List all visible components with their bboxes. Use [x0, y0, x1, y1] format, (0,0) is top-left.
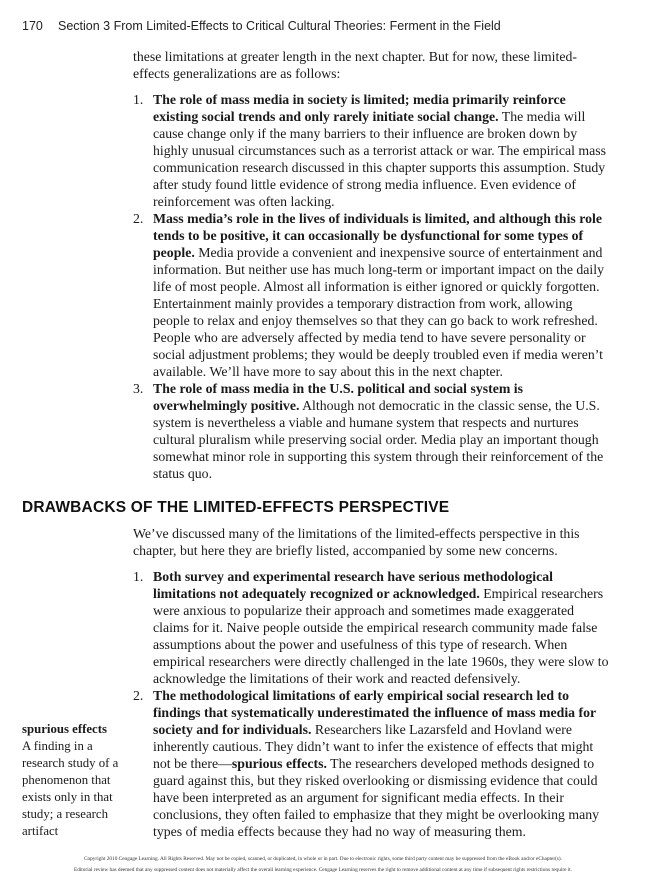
item-lead: Mass media’s role in the lives of individuals is limited, and although this role tends to be positive, it can occasionally be dysfunctional for some types of people.	[153, 211, 602, 260]
item-number: 1.	[133, 92, 144, 107]
intro-paragraph: these limitations at greater length in the next chapter. But for now, these limited-effects generalizations are as follows:	[133, 49, 577, 81]
item-text: The media will cause change only if the many barriers to their influence are broken down by highly unusual circumstances such as a terrorist attack or war. The empirical mass communication research discussed in this chapter supports this assumption. Study after study found little evidence of strong media influence. Even evidence of reinforcement was often lacking.	[153, 109, 606, 209]
item-lead: Both survey and experimental research have serious methodological limitations not adequately recognized or acknowledged.	[153, 569, 553, 601]
item-text-continued: The researchers developed methods designed to guard against this, but they risked overlooking or dismissing evidence that could have been interpreted as an argument for significant media effects. In their conclusions, they often failed to emphasize that they might be overlooking many types of media effects because they had no way of measuring them.	[153, 756, 599, 839]
glossary-term: spurious effects	[22, 722, 107, 736]
margin-glossary-note	[22, 721, 122, 840]
drawbacks-list	[133, 568, 611, 840]
copyright-line-2: Editorial review has deemed that any suppressed content does not materially affect the overall learning experience. Cengage Learning reserves the right to remove additional content at any time if subsequent rights restrictions require it.	[73, 867, 573, 873]
copyright-footer	[0, 854, 646, 880]
list-item	[133, 380, 611, 482]
glossary-definition: A finding in a research study of a phenomenon that exists only in that study; a research artifact	[22, 739, 119, 838]
item-text: Researchers like Lazarsfeld and Hovland were inherently cautious. They didn’t want to infer the existence of effects that might not be there—	[153, 722, 594, 771]
item-lead: The methodological limitations of early empirical social research led to findings that systematically underestimated the influence of mass media for society and for individuals.	[153, 688, 596, 737]
section-heading: DRAWBACKS OF THE LIMITED-EFFECTS PERSPECTIVE	[22, 499, 450, 516]
item-lead: The role of mass media in society is limited; media primarily reinforce existing social trends and only rarely initiate social change.	[153, 92, 566, 124]
item-number: 2.	[133, 688, 144, 703]
item-lead: The role of mass media in the U.S. political and social system is overwhelmingly positive.	[153, 381, 523, 413]
item-text: Although not democratic in the classic sense, the U.S. system is nevertheless a viable and humane system that respects and nurtures cultural pluralism while preserving social order. Media play an important though somewhat minor role in supporting this system through their reinforcement of the status quo.	[153, 398, 604, 481]
body-top	[133, 48, 611, 482]
item-number: 1.	[133, 569, 144, 584]
generalizations-list	[133, 91, 611, 482]
list-item	[133, 687, 611, 840]
list-item	[133, 568, 611, 687]
item-number: 2.	[133, 211, 144, 226]
running-title: Section 3 From Limited-Effects to Critical Cultural Theories: Ferment in the Field	[58, 19, 501, 33]
section-intro: We’ve discussed many of the limitations of the limited-effects perspective in this chapter, but here they are briefly listed, accompanied by some new concerns.	[133, 526, 580, 558]
item-text: Media provide a convenient and inexpensive source of entertainment and information. But neither use has much long-term or important impact on the daily life of most people. Almost all information is either ignored or quickly forgotten. Entertainment mainly provides a temporary distraction from work, allowing people to relax and enjoy themselves so that they can go back to work refreshed. People who are adversely affected by media tend to have severe personality or social adjustment problems; they would be deeply troubled even if media weren’t available. We’ll have more to say about this in the next chapter.	[153, 245, 604, 379]
key-term: spurious effects.	[231, 756, 327, 771]
item-text: Empirical researchers were anxious to popularize their approach and sometimes made exaggerated claims for it. Naive people outside the empirical research community made false assumptions about the power and usefulness of this type of research. When empirical researchers were directly challenged in the late 1960s, they were slow to acknowledge the limitations of their work and reacted defensively.	[153, 586, 609, 686]
list-item	[133, 210, 611, 380]
item-number: 3.	[133, 381, 144, 396]
running-header	[22, 18, 646, 34]
list-item	[133, 91, 611, 210]
copyright-line-1: Copyright 2010 Cengage Learning. All Rights Reserved. May not be copied, scanned, or duplicated, in whole or in part. Due to electronic rights, some third party content may be suppressed from the eBook and/or eChapter(s).	[83, 856, 563, 862]
body-bottom	[22, 525, 611, 840]
page-number: 170	[22, 19, 43, 33]
